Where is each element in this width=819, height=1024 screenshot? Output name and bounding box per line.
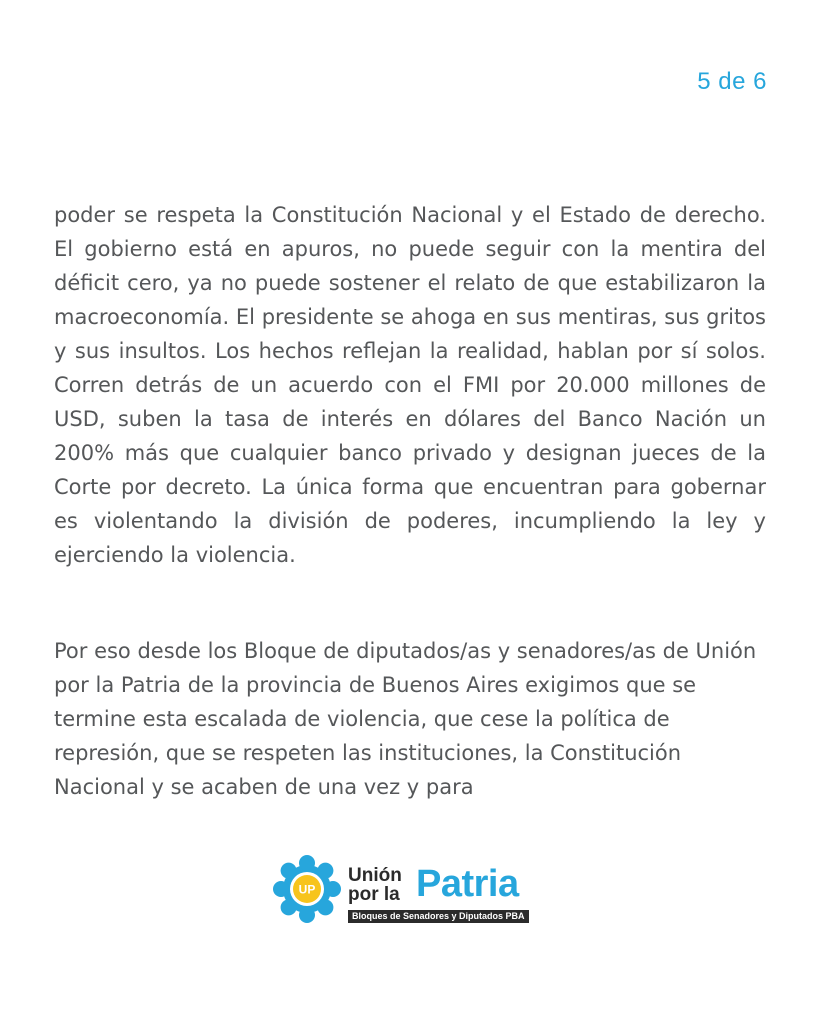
sun-emblem-icon bbox=[272, 854, 342, 924]
logo-tagline: Bloques de Senadores y Diputados PBA bbox=[348, 910, 529, 923]
emblem-label: UP bbox=[298, 882, 316, 897]
body-paragraph-2: Por eso desde los Bloque de diputados/as y senadores/as de Unión por la Patria de la provincia de Buenos Aires exigimos que se termine esta escalada de violencia, que cese la política de represión, que se respeten las instituciones, la Constitución Nacional y se acaben de una vez y para bbox=[54, 639, 757, 799]
logo-word-patria: Patria bbox=[416, 863, 519, 905]
page-counter: 5 de 6 bbox=[697, 68, 767, 95]
body-paragraph-1: poder se respeta la Constitución Nacional y el Estado de derecho. El gobierno está en apuros, no puede seguir con la mentira del déficit cero, ya no puede sostener el relato de que estabilizaron la macroeconomía. El presidente se ahoga en sus mentiras, sus gritos y sus insultos. Los hechos reflejan la realidad, hablan por sí solos. Corren detrás de un acuerdo con el FMI por 20.000 millones de USD, suben la tasa de interés en dólares del Banco Nación un 200% más que cualquier banco privado y designan jueces de la Corte por decreto. La única forma que encuentran para gobernar es violentando la división de poderes, incumpliendo la ley y ejerciendo la violencia. bbox=[54, 203, 766, 567]
union-por-la-patria-logo bbox=[272, 852, 554, 928]
logo-word-union: Unión bbox=[348, 865, 402, 886]
logo-word-por-la: por la bbox=[348, 884, 400, 905]
